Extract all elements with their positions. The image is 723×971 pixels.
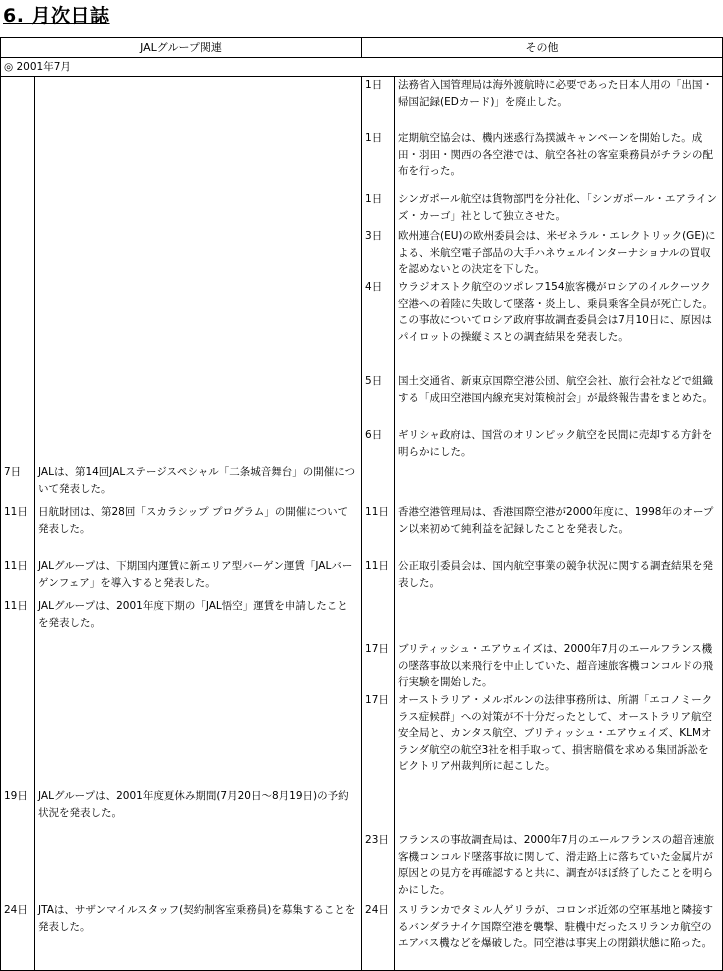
- other-day-cell: 4日: [362, 279, 395, 373]
- jal-event-cell: [35, 427, 362, 464]
- jal-event-cell: [35, 130, 362, 191]
- other-day-cell: 11日: [362, 558, 395, 598]
- other-event-cell: 香港空港管理局は、香港国際空港が2000年度に、1998年のオープン以来初めて純利益を記録したことを発表した。: [395, 504, 723, 558]
- other-event-cell: フランスの事故調査局は、2000年7月のエールフランスの超音速旅客機コンコルド墜落事故に関して、滑走路上に落ちていた金属片が原因との見方を再確認すると共に、調査がほぼ終了したことを明らかにした。: [395, 832, 723, 902]
- column-header-row: [1, 38, 723, 58]
- other-event-cell: [395, 464, 723, 504]
- jal-day-cell: [1, 191, 35, 228]
- other-event-cell: 国土交通省、新東京国際空港公団、航空会社、旅行会社などで組織する「成田空港国内線充実対策検討会」が最終報告書をまとめた。: [395, 373, 723, 427]
- other-day-cell: [362, 464, 395, 504]
- jal-day-cell: 24日: [1, 902, 35, 971]
- other-event-cell: [395, 788, 723, 832]
- jal-event-cell: [35, 279, 362, 373]
- other-day-cell: 3日: [362, 228, 395, 279]
- jal-day-cell: 11日: [1, 598, 35, 641]
- column-header-other: その他: [362, 38, 723, 58]
- monthly-log-table: [0, 37, 723, 971]
- log-row: [1, 692, 723, 788]
- other-event-cell: 定期航空協会は、機内迷惑行為撲滅キャンペーンを開始した。成田・羽田・関西の各空港では、航空各社の客室乗務員がチラシの配布を行った。: [395, 130, 723, 191]
- jal-event-cell: JTAは、サザンマイルスタッフ(契約制客室乗務員)を募集することを発表した。: [35, 902, 362, 971]
- jal-event-cell: [35, 832, 362, 902]
- jal-event-cell: JALグループは、2001年度夏休み期間(7月20日～8月19日)の予約状況を発表した。: [35, 788, 362, 832]
- other-day-cell: 5日: [362, 373, 395, 427]
- log-row: [1, 130, 723, 191]
- log-row: [1, 788, 723, 832]
- other-event-cell: オーストラリア・メルボルンの法律事務所は、所謂「エコノミークラス症候群」への対策が不十分だったとして、オーストラリア航空安全局と、カンタス航空、ブリティッシュ・エアウェイズ、KLMオランダ航空の航空3社を相手取って、損害賠償を求める集団訴訟をビクトリア州裁判所に起こした。: [395, 692, 723, 788]
- other-event-cell: ウラジオストク航空のツポレフ154旅客機がロシアのイルクーツク空港への着陸に失敗して墜落・炎上し、乗員乗客全員が死亡した。この事故についてロシア政府事故調査委員会は7月10日に、原因はパイロットの操縦ミスとの調査結果を発表した。: [395, 279, 723, 373]
- jal-day-cell: 19日: [1, 788, 35, 832]
- other-day-cell: 24日: [362, 902, 395, 971]
- log-row: [1, 598, 723, 641]
- jal-event-cell: [35, 641, 362, 692]
- jal-day-cell: [1, 427, 35, 464]
- jal-event-cell: [35, 228, 362, 279]
- jal-day-cell: [1, 832, 35, 902]
- jal-day-cell: 11日: [1, 504, 35, 558]
- jal-day-cell: [1, 641, 35, 692]
- jal-event-cell: JALグループは、下期国内運賃に新エリア型バーゲン運賃「JALバーゲンフェア」を導入すると発表した。: [35, 558, 362, 598]
- log-row: [1, 191, 723, 228]
- log-row: [1, 558, 723, 598]
- other-event-cell: シンガポール航空は貨物部門を分社化、「シンガポール・エアラインズ・カーゴ」社として独立させた。: [395, 191, 723, 228]
- column-header-jal-group: JALグループ関連: [1, 38, 362, 58]
- other-day-cell: [362, 598, 395, 641]
- log-row: [1, 77, 723, 131]
- other-day-cell: 23日: [362, 832, 395, 902]
- monthly-log-sheet: [0, 37, 723, 971]
- jal-day-cell: [1, 692, 35, 788]
- other-event-cell: ギリシャ政府は、国営のオリンピック航空を民間に売却する方針を明らかにした。: [395, 427, 723, 464]
- other-day-cell: 11日: [362, 504, 395, 558]
- log-row: [1, 373, 723, 427]
- jal-day-cell: [1, 77, 35, 131]
- jal-day-cell: [1, 228, 35, 279]
- log-row: [1, 641, 723, 692]
- jal-day-cell: [1, 279, 35, 373]
- other-day-cell: [362, 788, 395, 832]
- log-row: [1, 464, 723, 504]
- jal-day-cell: 11日: [1, 558, 35, 598]
- jal-event-cell: JALグループは、2001年度下期の「JAL悟空」運賃を申請したことを発表した。: [35, 598, 362, 641]
- other-day-cell: 1日: [362, 130, 395, 191]
- jal-event-cell: [35, 191, 362, 228]
- jal-day-cell: 7日: [1, 464, 35, 504]
- jal-event-cell: JALは、第14回JALステージスペシャル「二条城音舞台」の開催について発表した。: [35, 464, 362, 504]
- log-row: [1, 902, 723, 971]
- jal-day-cell: [1, 373, 35, 427]
- page-title: 6. 月次日誌: [3, 5, 110, 27]
- other-day-cell: 1日: [362, 77, 395, 131]
- month-label: ◎ 2001年7月: [1, 58, 723, 77]
- log-row: [1, 427, 723, 464]
- jal-event-cell: [35, 373, 362, 427]
- log-row: [1, 832, 723, 902]
- jal-event-cell: [35, 692, 362, 788]
- log-row: [1, 504, 723, 558]
- jal-event-cell: [35, 77, 362, 131]
- other-event-cell: スリランカでタミル人ゲリラが、コロンボ近郊の空軍基地と隣接するバンダラナイケ国際空港を襲撃、駐機中だったスリランカ航空のエアバス機などを爆破した。同空港は事実上の閉鎖状態に陥った。: [395, 902, 723, 971]
- other-event-cell: [395, 598, 723, 641]
- jal-event-cell: 日航財団は、第28回「スカラシップ プログラム」の開催について発表した。: [35, 504, 362, 558]
- month-row: [1, 58, 723, 77]
- log-row: [1, 228, 723, 279]
- other-event-cell: 法務省入国管理局は海外渡航時に必要であった日本人用の「出国・帰国記録(EDカード)」を廃止した。: [395, 77, 723, 131]
- other-event-cell: 公正取引委員会は、国内航空事業の競争状況に関する調査結果を発表した。: [395, 558, 723, 598]
- other-event-cell: ブリティッシュ・エアウェイズは、2000年7月のエールフランス機の墜落事故以来飛行を中止していた、超音速旅客機コンコルドの飛行実験を開始した。: [395, 641, 723, 692]
- jal-day-cell: [1, 130, 35, 191]
- other-day-cell: 6日: [362, 427, 395, 464]
- log-row: [1, 279, 723, 373]
- other-day-cell: 1日: [362, 191, 395, 228]
- other-event-cell: 欧州連合(EU)の欧州委員会は、米ゼネラル・エレクトリック(GE)による、米航空電子部品の大手ハネウェルインターナショナルの買収を認めないとの決定を下した。: [395, 228, 723, 279]
- other-day-cell: 17日: [362, 692, 395, 788]
- other-day-cell: 17日: [362, 641, 395, 692]
